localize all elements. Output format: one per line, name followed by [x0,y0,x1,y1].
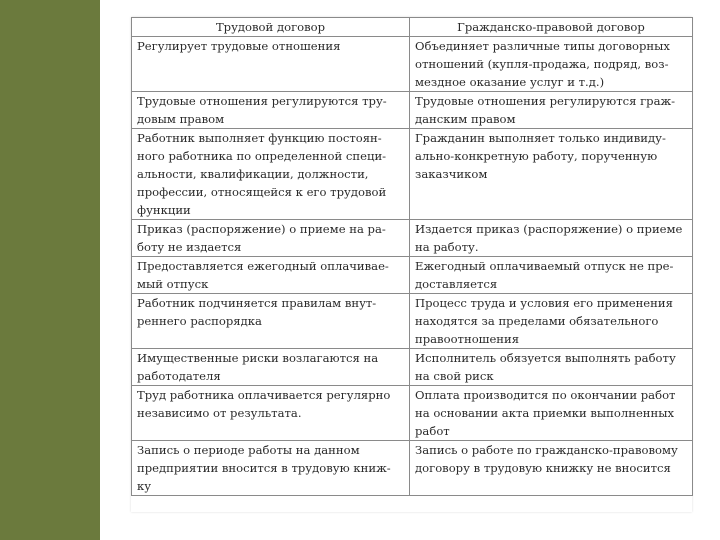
header-labor-contract: Трудовой договор [132,18,410,37]
header-civil-contract: Гражданско-правовой договор [410,18,693,37]
table-row [132,257,693,294]
cell-text-line: реннего распорядка [137,314,262,328]
sidebar-band [0,0,100,540]
cell-text-line: Гражданин выполняет только индивиду- [415,131,666,145]
cell-text-line: Трудовые отношения регулируются граж- [415,94,676,108]
cell-text-line: ного работника по определенной специ- [137,149,387,163]
civil-contract-cell [410,257,693,294]
cell-text-line: довым правом [137,112,225,126]
cell-text-line: отношений (купля-продажа, подряд, воз- [415,57,669,71]
cell-text-line: ку [137,479,152,493]
civil-contract-cell [410,92,693,129]
cell-text-line: Труд работника оплачивается регулярно [137,388,391,402]
cell-text-line: договору в трудовую книжку не вносится [415,461,671,475]
cell-text-line: мый отпуск [137,277,209,291]
cell-text-line: мездное оказание услуг и т.д.) [415,75,605,89]
cell-text-line: профессии, относящейся к его трудовой [137,185,387,199]
cell-text-line: независимо от результата. [137,406,302,420]
comparison-table [131,17,693,496]
cell-text-line: Оплата производится по окончании работ [415,388,676,402]
cell-text-line: Запись о работе по гражданско-правовому [415,443,678,457]
table-header-row [132,18,693,37]
cell-text-line: данским правом [415,112,516,126]
cell-text-line: правоотношения [415,332,520,346]
cell-text-line: Объединяет различные типы договорных [415,39,670,53]
cell-text-line: на свой риск [415,369,494,383]
cell-text-line: функции [137,203,191,217]
table-row [132,349,693,386]
table-row [132,37,693,92]
cell-text-line: Процесс труда и условия его применения [415,296,673,310]
cell-text-line: Исполнитель обязуется выполнять работу [415,351,676,365]
table-row [132,129,693,220]
cell-text-line: на основании акта приемки выполненных [415,406,675,420]
cell-text-line: Приказ (распоряжение) о приеме на ра- [137,222,386,236]
cell-text-line: находятся за пределами обязательного [415,314,659,328]
cell-text-line: Ежегодный оплачиваемый отпуск не пре- [415,259,674,273]
table-row [132,386,693,441]
labor-contract-cell [132,129,410,220]
cell-text-line: Издается приказ (распоряжение) о приеме [415,222,683,236]
cell-text-line: заказчиком [415,167,488,181]
cell-text-line: Имущественные риски возлагаются на [137,351,379,365]
civil-contract-cell [410,220,693,257]
table-row [132,441,693,496]
labor-contract-cell [132,441,410,496]
civil-contract-cell [410,441,693,496]
table-row [132,294,693,349]
cell-text-line: Работник подчиняется правилам внут- [137,296,377,310]
cell-text-line: работ [415,424,450,438]
cell-text-line: на работу. [415,240,479,254]
civil-contract-cell [410,386,693,441]
cell-text-line: работодателя [137,369,221,383]
civil-contract-cell [410,294,693,349]
labor-contract-cell [132,92,410,129]
civil-contract-cell [410,349,693,386]
labor-contract-cell [132,386,410,441]
labor-contract-cell [132,349,410,386]
table-row [132,92,693,129]
civil-contract-cell [410,129,693,220]
cell-text-line: Трудовые отношения регулируются тру- [137,94,387,108]
labor-contract-cell [132,37,410,92]
labor-contract-cell [132,257,410,294]
labor-contract-cell [132,220,410,257]
cell-text-line: Запись о периоде работы на данном [137,443,360,457]
civil-contract-cell [410,37,693,92]
comparison-table-page [131,17,692,512]
cell-text-line: альности, квалификации, должности, [137,167,369,181]
cell-text-line: ально-конкретную работу, порученную [415,149,658,163]
cell-text-line: предприятии вносится в трудовую книж- [137,461,391,475]
cell-text-line: Предоставляется ежегодный оплачивае- [137,259,389,273]
cell-text-line: доставляется [415,277,498,291]
cell-text-line: боту не издается [137,240,242,254]
cell-text-line: Регулирует трудовые отношения [137,39,341,53]
labor-contract-cell [132,294,410,349]
table-row [132,220,693,257]
cell-text-line: Работник выполняет функцию постоян- [137,131,382,145]
